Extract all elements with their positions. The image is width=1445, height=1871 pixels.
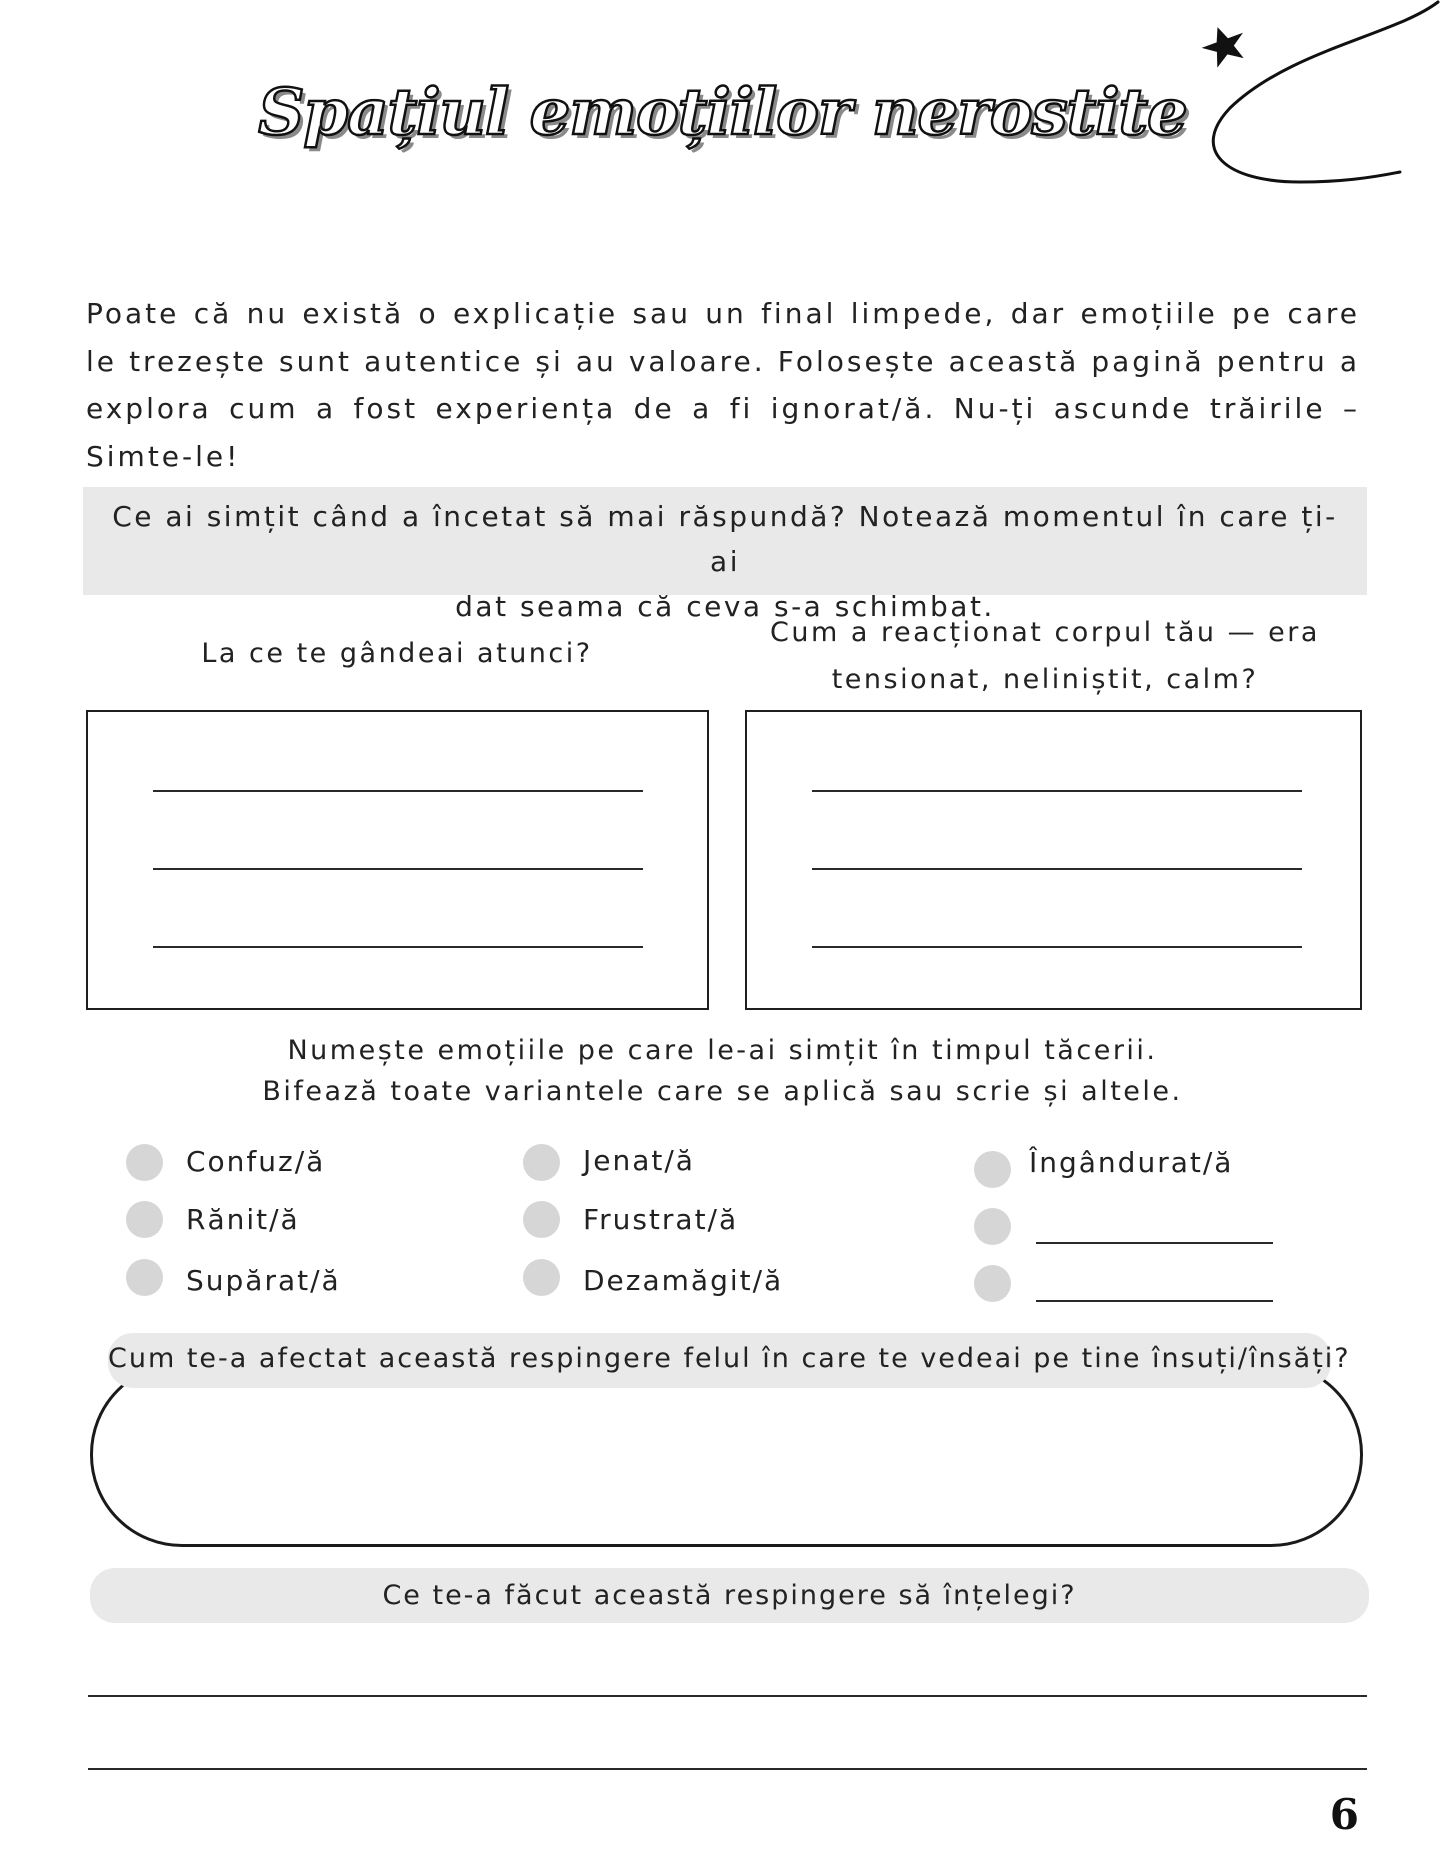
checkbox-frustrat[interactable] xyxy=(523,1201,560,1238)
emotions-prompt-line-1: Numește emoțiile pe care le-ai simțit în timpul tăcerii. xyxy=(287,1035,1158,1066)
checkbox-custom-1[interactable] xyxy=(974,1208,1011,1245)
emotions-prompt xyxy=(150,1030,1295,1112)
writing-line[interactable] xyxy=(153,868,643,870)
checkbox-suparat[interactable] xyxy=(126,1259,163,1296)
page-title: Spațiul emoțiilor nerostite xyxy=(258,75,1187,150)
option-label-confuz: Confuz/ă xyxy=(186,1145,326,1178)
checkbox-custom-2[interactable] xyxy=(974,1265,1011,1302)
thoughts-writing-box[interactable] xyxy=(86,710,709,1010)
banner-line-1: Ce ai simțit când a încetat să mai răspundă? Notează momentul în care ți-ai xyxy=(112,500,1338,578)
writing-line[interactable] xyxy=(812,946,1302,948)
thoughts-prompt: La ce te gândeai atunci? xyxy=(201,638,593,669)
intro-paragraph: Poate că nu există o explicație sau un final limpede, dar emoțiile pe care le trezește sunt autentice și au valoare. Folosește această pagină pentru a explora cum a fost experiența de a fi ignorat/ă. Nu-ți ascunde trăirile – Simte-le! xyxy=(86,297,1360,473)
self-image-prompt: Cum te-a afectat această respingere felul în care te vedeai pe tine însuți/însăți? xyxy=(108,1343,1351,1374)
checkbox-ingandurat[interactable] xyxy=(974,1151,1011,1188)
answer-line-2[interactable] xyxy=(88,1768,1367,1770)
body-prompt-line-1: Cum a reacționat corpul tău — era xyxy=(770,617,1320,648)
self-image-writing-box[interactable] xyxy=(90,1362,1363,1547)
option-label-frustrat: Frustrat/ă xyxy=(583,1203,739,1236)
custom-emotion-line-1[interactable] xyxy=(1036,1242,1273,1244)
body-prompt-line-2: tensionat, neliniștit, calm? xyxy=(831,664,1259,695)
checkbox-ranit[interactable] xyxy=(126,1201,163,1238)
answer-line-1[interactable] xyxy=(88,1695,1367,1697)
option-label-ingandurat: Îngândurat/ă xyxy=(1029,1146,1234,1179)
writing-line[interactable] xyxy=(153,946,643,948)
body-reaction-writing-box[interactable] xyxy=(745,710,1362,1010)
checkbox-jenat[interactable] xyxy=(523,1144,560,1181)
option-label-dezamagit: Dezamăgit/ă xyxy=(583,1264,784,1297)
custom-emotion-line-2[interactable] xyxy=(1036,1300,1273,1302)
option-label-suparat: Supărat/ă xyxy=(186,1264,341,1297)
writing-line[interactable] xyxy=(153,790,643,792)
option-label-ranit: Rănit/ă xyxy=(186,1203,300,1236)
understanding-prompt: Ce te-a făcut această respingere să înțelegi? xyxy=(382,1580,1077,1611)
body-reaction-prompt xyxy=(745,609,1345,703)
checkbox-confuz[interactable] xyxy=(126,1144,163,1181)
page-number: 6 xyxy=(1329,1790,1359,1839)
writing-line[interactable] xyxy=(812,868,1302,870)
option-label-jenat: Jenat/ă xyxy=(583,1144,695,1177)
orbit-star-icon xyxy=(1180,0,1445,190)
checkbox-dezamagit[interactable] xyxy=(523,1259,560,1296)
banner-line-2: dat seama că ceva s-a schimbat. xyxy=(455,590,995,623)
emotions-prompt-line-2: Bifează toate variantele care se aplică sau scrie și altele. xyxy=(262,1076,1183,1107)
writing-line[interactable] xyxy=(812,790,1302,792)
